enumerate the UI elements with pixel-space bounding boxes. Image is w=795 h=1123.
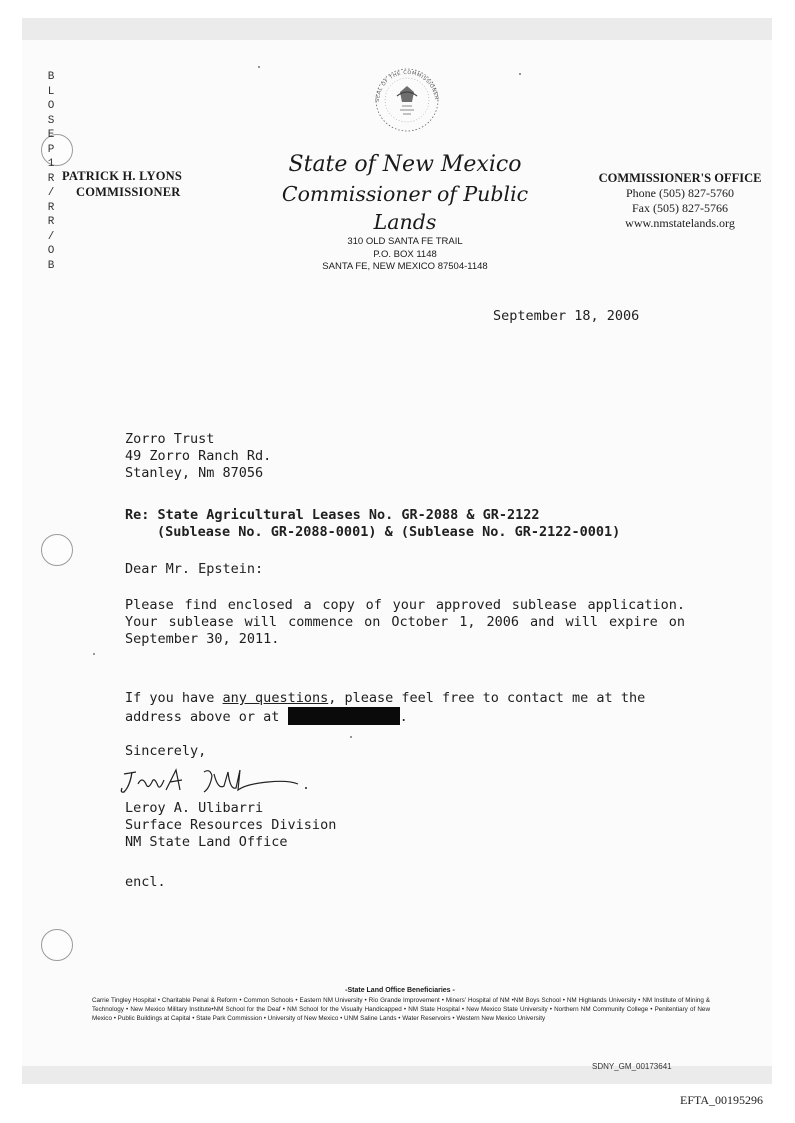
scan-speck (93, 653, 95, 655)
body-paragraph-2: If you have any questions, please feel free to contact me at the address above or at . (125, 690, 646, 725)
svg-text:SEAL OF THE COMMISSIONER: SEAL OF THE COMMISSIONER (374, 69, 439, 103)
address-line-1: 310 OLD SANTA FE TRAIL (347, 236, 463, 247)
letter-date: September 18, 2006 (493, 308, 640, 324)
subject-line-2: (Sublease No. GR-2088-0001) & (Sublease No. GR-2122-0001) (157, 524, 621, 540)
subject-line (125, 507, 620, 541)
address-line-2: P.O. BOX 1148 (373, 248, 437, 260)
bates-number: SDNY_GM_00173641 (592, 1062, 672, 1071)
state-seal-icon (364, 62, 450, 136)
recipient-line-3: Stanley, Nm 87056 (125, 465, 264, 481)
side-stamp: B L O S E P 1 R / R R / O B (47, 71, 55, 272)
state-name: State of New Mexico (288, 152, 522, 177)
address-line-3: SANTA FE, NEW MEXICO 87504-1148 (322, 261, 488, 272)
signer-block (125, 800, 336, 851)
closing: Sincerely, (125, 743, 207, 759)
efta-number: EFTA_00195296 (680, 1093, 764, 1107)
scan-speck (519, 73, 521, 75)
scan-speck (350, 736, 352, 738)
punch-hole-bottom (41, 929, 73, 961)
signer-office: NM State Land Office (125, 834, 288, 850)
subject-line-1: Re: State Agricultural Leases No. GR-2088 & GR-2122 (125, 507, 540, 523)
signer-name: Leroy A. Ulibarri (125, 800, 264, 816)
office-title: COMMISSIONER'S OFFICE (598, 171, 762, 185)
punch-hole-middle (41, 534, 73, 566)
enclosure-note: encl. (125, 874, 166, 890)
scan-top-band (22, 18, 772, 40)
recipient-line-2: 49 Zorro Ranch Rd. (125, 448, 272, 464)
commissioner-block (62, 168, 182, 200)
office-fax: Fax (505) 827-5766 (632, 201, 728, 215)
office-contact (580, 170, 780, 231)
letterhead-center (250, 150, 560, 274)
commissioner-name: PATRICK H. LYONS (62, 169, 183, 183)
recipient-address (125, 431, 271, 482)
beneficiaries-title: -State Land Office Beneficiaries - (345, 987, 455, 994)
office-website: www.nmstatelands.org (625, 216, 735, 230)
body-paragraph-1: Please find enclosed a copy of your approved sublease application. Your sublease will commence on October 1, 2006 and will expire on September 30, 2011. (125, 597, 685, 647)
underlined-phrase: any questions (222, 690, 329, 706)
commissioner-title: COMMISSIONER (76, 185, 181, 199)
office-phone: Phone (505) 827-5760 (626, 186, 734, 200)
signer-division: Surface Resources Division (125, 817, 337, 833)
handwritten-signature (118, 760, 318, 800)
salutation: Dear Mr. Epstein: (125, 561, 264, 577)
office-name: Commissioner of Public Lands (281, 182, 529, 234)
redaction-box (288, 707, 400, 725)
scan-speck (258, 66, 260, 68)
recipient-line-1: Zorro Trust (125, 431, 215, 447)
beneficiaries-list: Carrie Tingley Hospital • Charitable Penal & Reform • Common Schools • Eastern NM University • Rio Grande Improvement • Miners' Hospital of NM •NM Boys School • NM Highlands University • NM Institute of Mining & Technology • New Mexico Military Institute•NM School for the Deaf • NM School for the Visually Handicapped • NM State Hospital • New Mexico State University • Northern NM Community College • Penitentiary of New Mexico • Public Buildings at Capital • State Park Commission • University of New Mexico • UNM Saline Lands • Water Reservoirs • Western New Mexico University (92, 997, 710, 1022)
